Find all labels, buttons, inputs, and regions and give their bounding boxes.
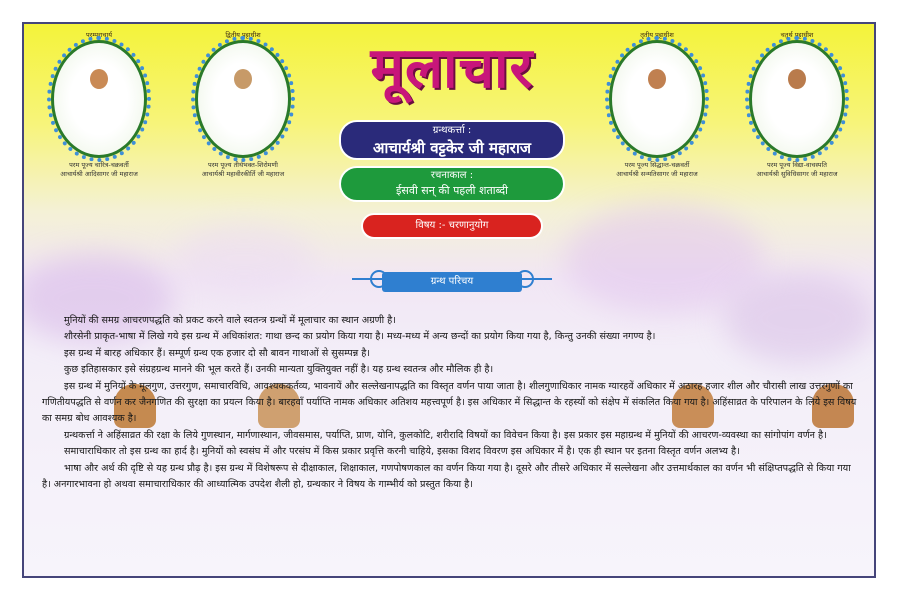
paragraph: इस ग्रन्थ में बारह अधिकार हैं। सम्पूर्ण ग्रन्थ एक हजार दो सौ बावन गाथाओं से सुसम्पन्न है। xyxy=(64,347,371,359)
portrait-frame xyxy=(51,40,147,158)
paragraph: इस ग्रन्थ में मुनियों के मूलगुण, उत्तरगुण, समाचारविधि, आवश्यककर्तव्य, भावनायें और सल्लेखनापद्धति का विस्तृत वर्णन पाया जाता है। शीलगुणाधिकार नामक ग्यारहवें अधिकार में अठारह हजार शील और चौरासी लाख उत्तरगुणों का गणितीयपद्धति से वर्णन कर जैनगणित की सुरक्षा का प्रयत्न किया है। बारहवाँ पर्याप्ति नामक अधिकार अतिशय महत्त्वपूर्ण है। इस अधिकार में सिद्धान्त के रहस्यों को संक्षेप में संकलित किया गया है। अहिंसाव्रत के परिपालन के लिये इस विषय का समग्र बोध आवश्यक है। xyxy=(42,380,857,425)
monk-figure-icon xyxy=(74,69,124,139)
period-badge xyxy=(339,166,565,202)
portrait-frame xyxy=(749,40,845,158)
paragraph: मुनियों की समग्र आचरणपद्धति को प्रकट करने वाले स्वतन्त्र ग्रन्थों में मूलाचार का स्थान अग्रणी है। xyxy=(64,315,396,326)
portrait-name: आचार्यश्री आदिसागर जी महाराज xyxy=(60,170,138,178)
portrait-title: परम पूज्य चारित्र-चक्रवर्ती xyxy=(69,161,129,169)
portrait-name: आचार्यश्री महावीरकीर्ति जी महाराज xyxy=(201,170,285,178)
author-label: ग्रन्थकर्त्ता : xyxy=(432,125,472,136)
page-title: मूलाचार xyxy=(370,35,534,101)
monk-figure-icon xyxy=(218,69,268,139)
subject-badge: विषय :- चरणानुयोग xyxy=(361,213,543,239)
paragraph: ग्रन्थकर्त्ता ने अहिंसाव्रत की रक्षा के लिये गुणस्थान, मार्गणास्थान, जीवसमास, पर्याप्ति, प्राण, योनि, कुलकोटि, शरीरादि विषयों का विवेचन किया है। इस प्रकार इस महाग्रन्थ में मुनियों की आचरण-व्यवस्था का सांगोपांग वर्णन है। xyxy=(64,429,827,441)
period-value: ईसवी सन् की पहली शताब्दी xyxy=(396,184,508,197)
paragraph: समाचाराधिकार तो इस ग्रन्थ का हार्द है। मुनियों को स्वसंघ में और परसंघ में किस प्रकार प्रवृत्ति करनी चाहिये, इसका विशद विवरण इस अधिकार में है। एक ही स्थान पर इतना विस्तृत वर्णन अलभ्य है। xyxy=(64,446,740,458)
portrait-rank: तृतीय पट्टाधीश xyxy=(640,31,674,39)
author-badge xyxy=(339,120,565,160)
intro-ribbon xyxy=(352,268,552,298)
portrait-title: परम पूज्य विद्या-वाचस्पति xyxy=(766,161,827,169)
period-label: रचनाकाल : xyxy=(430,170,474,181)
portrait-1 xyxy=(44,30,154,179)
portrait-2 xyxy=(188,30,298,179)
portrait-name: आचार्यश्री सन्मतिसागर जी महाराज xyxy=(616,170,698,178)
portrait-frame xyxy=(609,40,705,158)
ribbon-label: ग्रन्थ परिचय xyxy=(382,272,522,292)
poster-frame xyxy=(22,22,876,578)
portrait-title: परम पूज्य सिद्धान्त-चक्रवर्ती xyxy=(624,161,690,169)
background-flower xyxy=(174,224,314,294)
author-name: आचार्यश्री वट्टकेर जी महाराज xyxy=(373,139,531,157)
intro-text xyxy=(42,313,857,493)
portrait-3 xyxy=(602,30,712,179)
monk-figure-icon xyxy=(772,69,822,139)
portrait-rank: परम्पराचार्य xyxy=(85,31,113,39)
portrait-title: परम पूज्य तीर्थभक्त-शिरोमणी xyxy=(208,161,278,169)
portrait-rank: चतुर्थ पट्टाधीश xyxy=(780,31,814,39)
paragraph: भाषा और अर्थ की दृष्टि से यह ग्रन्थ प्रौढ़ है। इस ग्रन्थ में विशेषरूप से दीक्षाकाल, शिक्षाकाल, गणपोषणकाल का वर्णन किया गया है। दूसरे और तीसरे अधिकार में सल्लेखना और उत्तमार्थकाल का वर्णन भी संक्षिप्तपद्धति से किया गया है। अनगारभावना हो अथवा समाचाराधिकार की आध्यात्मिक उपदेश शैली हो, ग्रन्थकार ने विषय के गाम्भीर्य को प्रस्तुत किया है। xyxy=(42,462,851,491)
paragraph: शौरसेनी प्राकृत-भाषा में लिखे गये इस ग्रन्थ में अधिकांशत: गाथा छन्द का प्रयोग किया गया है। मध्य-मध्य में अन्य छन्दों का प्रयोग किया गया है, किन्तु उनकी संख्या नगण्य है। xyxy=(64,331,656,343)
portrait-name: आचार्यश्री सुविधिसागर जी महाराज xyxy=(756,170,838,178)
portrait-frame xyxy=(195,40,291,158)
monk-figure-icon xyxy=(632,69,682,139)
portrait-4 xyxy=(742,30,852,179)
portrait-rank: द्वितीय पट्टाधीश xyxy=(225,31,261,39)
paragraph: कुछ इतिहासकार इसे संग्रहग्रन्थ मानने की भूल करते हैं। उनकी मान्यता युक्तियुक्त नहीं है। यह ग्रन्थ स्वतन्त्र और मौलिक ही है। xyxy=(64,364,494,376)
ribbon-tail-right xyxy=(522,278,552,280)
